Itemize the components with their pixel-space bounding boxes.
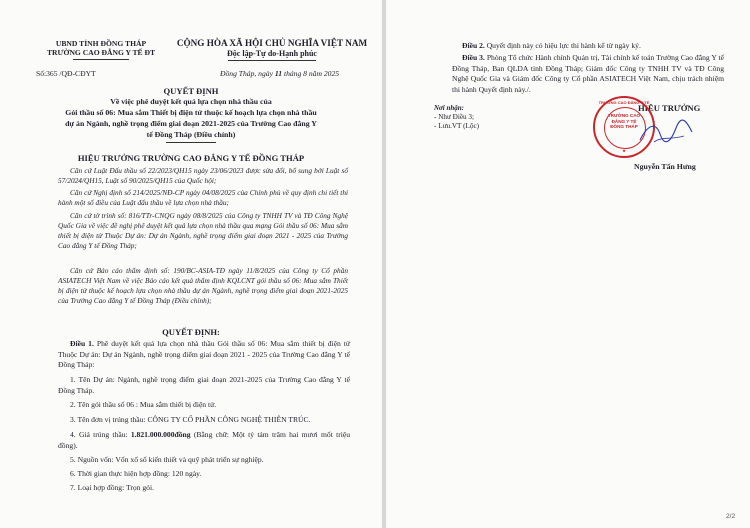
document-number: Số:365 /QĐ-CĐYT xyxy=(36,69,96,78)
agency-name-province: UBND TỈNH ĐỒNG THÁP xyxy=(55,39,147,48)
legal-basis-1: Căn cứ Luật Đấu thầu số 22/2023/QH15 ngày 23/06/2023 được sửa đổi, bổ sung bởi Luật số 57/2024/QH15, Luật số 90/2025/QH15 của Quốc hội; xyxy=(58,166,348,185)
page-number: 2/2 xyxy=(726,513,736,520)
agency-name-school: TRƯỜNG CAO ĐẲNG Y TẾ ĐT xyxy=(46,48,156,57)
article-2: Điều 2. Quyết định này có hiệu lực thi hành kể từ ngày ký. xyxy=(462,41,641,50)
decision-heading: QUYẾT ĐỊNH: xyxy=(162,327,220,337)
signer-name: Nguyễn Tấn Hưng xyxy=(634,162,696,171)
nation-title: CỘNG HÒA XÃ HỘI CHỦ NGHĨA VIỆT NAM xyxy=(176,38,368,48)
package-title-line2: dự án Ngành, nghề trọng điểm giai đoạn 2021-2025 của Trường Cao đẳng Y xyxy=(65,119,317,128)
document-type-heading: QUYẾT ĐỊNH xyxy=(163,86,219,96)
subject-line: Về việc phê duyệt kết quả lựa chọn nhà thầu của xyxy=(110,97,272,106)
recipient-item: - Như Điều 3; xyxy=(434,113,475,121)
recipient-item: - Lưu.VT (Lộc) xyxy=(434,122,480,130)
package-title-line1: Gói thầu số 06: Mua sắm Thiết bị điện tử thuộc kế hoạch lựa chọn nhà thầu xyxy=(65,108,317,117)
nation-motto: Độc lập-Tự do-Hạnh phúc xyxy=(227,49,317,58)
document-page-2 xyxy=(386,0,750,528)
package-title-line3: tế Đồng Tháp (Điều chỉnh) xyxy=(146,130,236,139)
motto-underline xyxy=(228,60,316,61)
agency-underline xyxy=(73,59,129,60)
article-1-item-6: 6. Thời gian thực hiện hợp đồng: 120 ngày. xyxy=(70,469,202,478)
article-3: Điều 3. Phòng Tổ chức Hành chính Quản trị, Tài chính kế toán Trường Cao đẳng Y tế Đồng Tháp, Ban QLDA tỉnh Đồng Tháp; Giám đốc Công ty TNHH TV và TĐ Công Nghệ Quốc Gia và Giám đốc Công ty Cổ phần ASIATECH Việt Nam, chịu trách nhiệm thi hành Quyết định này./. xyxy=(452,53,725,94)
legal-basis-3: Căn cứ tờ trình số: 816/TTr-CNQG ngày 08/8/2025 của Công ty TNHH TV và TĐ Công Nghệ Quốc Gia về việc đề nghị phê duyệt kết quả lựa chọn nhà thầu qua mạng Gói thầu số 06: Mua sắm thiết bị điện tử Thuộc Dự án: Dự án Ngành, nghề trọng điểm giai đoạn 2021 - 2025 của Trường Cao đẳng Y tế Đồng Tháp; xyxy=(58,211,348,250)
recipients-label: Nơi nhận: xyxy=(434,104,465,112)
article-1-item-2: 2. Tên gói thầu số 06 : Mua sắm thiết bị điện tử. xyxy=(70,400,217,409)
seal-center-text: TRƯỜNG CAO ĐẲNG Y TẾ ĐỒNG THÁP xyxy=(607,113,641,130)
handwritten-signature xyxy=(636,118,696,148)
legal-basis-4: Căn cứ Báo cáo thẩm định số: 190/BC-ASIA-TĐ ngày 11/8/2025 của Công ty Cổ phần ASIATECH Việt Nam về việc Báo cáo kết quả thẩm định KQLCNT gói thầu số 06: Mua sắm Thiết bị điện tử thuộc kế hoạch lựa chọn nhà thầu dự án Ngành, nghề trọng điểm giai đoạn 2021-2025 của Trường Cao đẳng Y tế Đồng Tháp (Điều chỉnh); xyxy=(58,266,348,305)
article-1-item-3: 3. Tên đơn vị trúng thầu: CÔNG TY CỔ PHẦN CÔNG NGHỆ THIÊN TRÚC. xyxy=(70,415,311,424)
document-date: Đồng Tháp, ngày 11 tháng 8 năm 2025 xyxy=(220,69,340,78)
signer-title: HIỆU TRƯỞNG xyxy=(638,103,701,113)
article-1: Điều 1. Phê duyệt kết quả lựa chọn nhà thầu Gói thầu số 06: Mua sắm thiết bị điện tử Thuộc Dự án: Dự án Ngành, nghề trọng điểm giai đoạn 2021 - 2025 của Trường Cao đẳng Y tế Đồng Tháp: xyxy=(58,339,351,369)
article-1-item-1: 1. Tên Dự án: Ngành, nghề trọng điểm giai đoạn 2021-2025 của Trường Cao đẳng Y tế Đồng Tháp. xyxy=(58,375,350,395)
article-1-item-7: 7. Loại hợp đồng: Trọn gói. xyxy=(70,483,154,492)
article-1-item-5: 5. Nguồn vốn: Vốn xổ số kiến thiết và quỹ phát triển sự nghiệp. xyxy=(70,455,264,464)
seal-ring-text: TRƯỜNG CAO ĐẲNG Y TẾ xyxy=(598,100,650,105)
authority-heading: HIỆU TRƯỞNG TRƯỜNG CAO ĐẲNG Y TẾ ĐỒNG THÁP xyxy=(77,153,305,163)
legal-basis-2: Căn cứ Nghị định số 214/2025/NĐ-CP ngày 04/08/2025 của Chính phủ về quy định chi tiết thi hành một số điều của Luật đấu thầu về lựa chọn nhà thầu; xyxy=(58,188,348,207)
title-underline xyxy=(166,142,216,143)
official-seal-stamp: TRƯỜNG CAO ĐẲNG Y TẾ TRƯỜNG CAO ĐẲNG Y TẾ ĐỒNG THÁP ★ xyxy=(593,96,655,158)
article-1-item-4: 4. Giá trúng thầu: 1.821.000.000đồng (Bằng chữ: Một tỷ tám trăm hai mươi mốt triệu đồng). xyxy=(58,430,350,450)
